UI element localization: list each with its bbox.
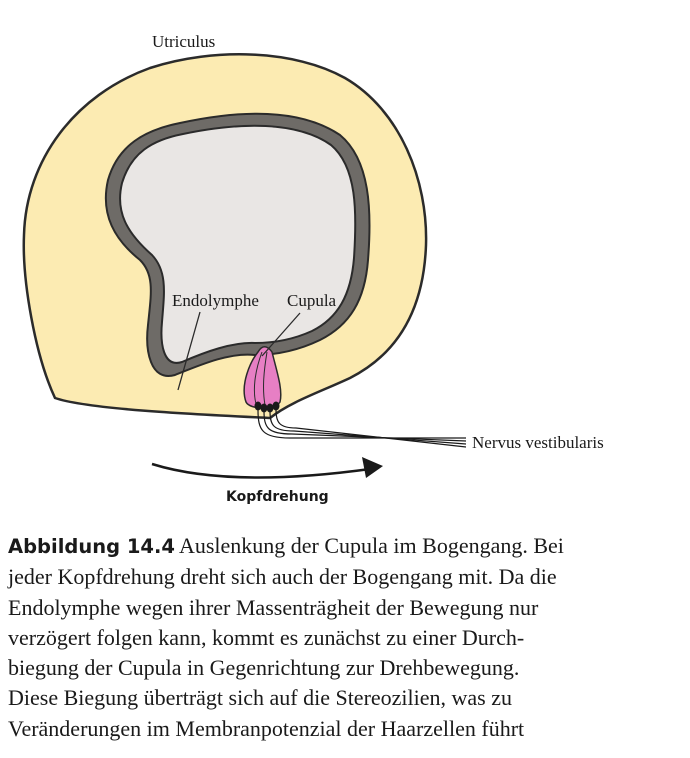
- caption-line: verzögert folgen kann, kommt es zunächst zu einer Durch-: [8, 624, 525, 650]
- utriculus-label: Utriculus: [152, 32, 216, 51]
- endolymphe-label: Endolymphe: [172, 291, 259, 310]
- kopfdrehung-arrow: [152, 464, 370, 477]
- hair-cell: [273, 402, 280, 411]
- caption-line: Diese Biegung überträgt sich auf die Stereozilien, was zu: [8, 685, 513, 711]
- figure-caption: [8, 531, 678, 744]
- caption-line: Veränderungen im Membranpotenzial der Haarzellen führt: [8, 715, 525, 741]
- cupula-label: Cupula: [287, 291, 337, 310]
- caption-line: jeder Kopfdrehung dreht sich auch der Bogengang mit. Da die: [8, 564, 557, 590]
- hair-cell: [255, 402, 262, 411]
- caption-text: Auslenkung der Cupula im Bogengang. Bei: [178, 533, 564, 558]
- kopfdrehung-label: Kopfdrehung: [226, 489, 329, 505]
- caption-line: [8, 531, 678, 562]
- caption-line: Endolymphe wegen ihrer Massenträgheit der Bewegung nur: [8, 594, 539, 620]
- caption-line: biegung der Cupula in Gegenrichtung zur Drehbewegung.: [8, 655, 520, 681]
- caption-title: Abbildung 14.4: [8, 535, 175, 558]
- arrowhead-icon: [362, 457, 383, 478]
- nerve-fiber: [270, 411, 466, 444]
- nervus-vestibularis-label: Nervus vestibularis: [472, 433, 604, 452]
